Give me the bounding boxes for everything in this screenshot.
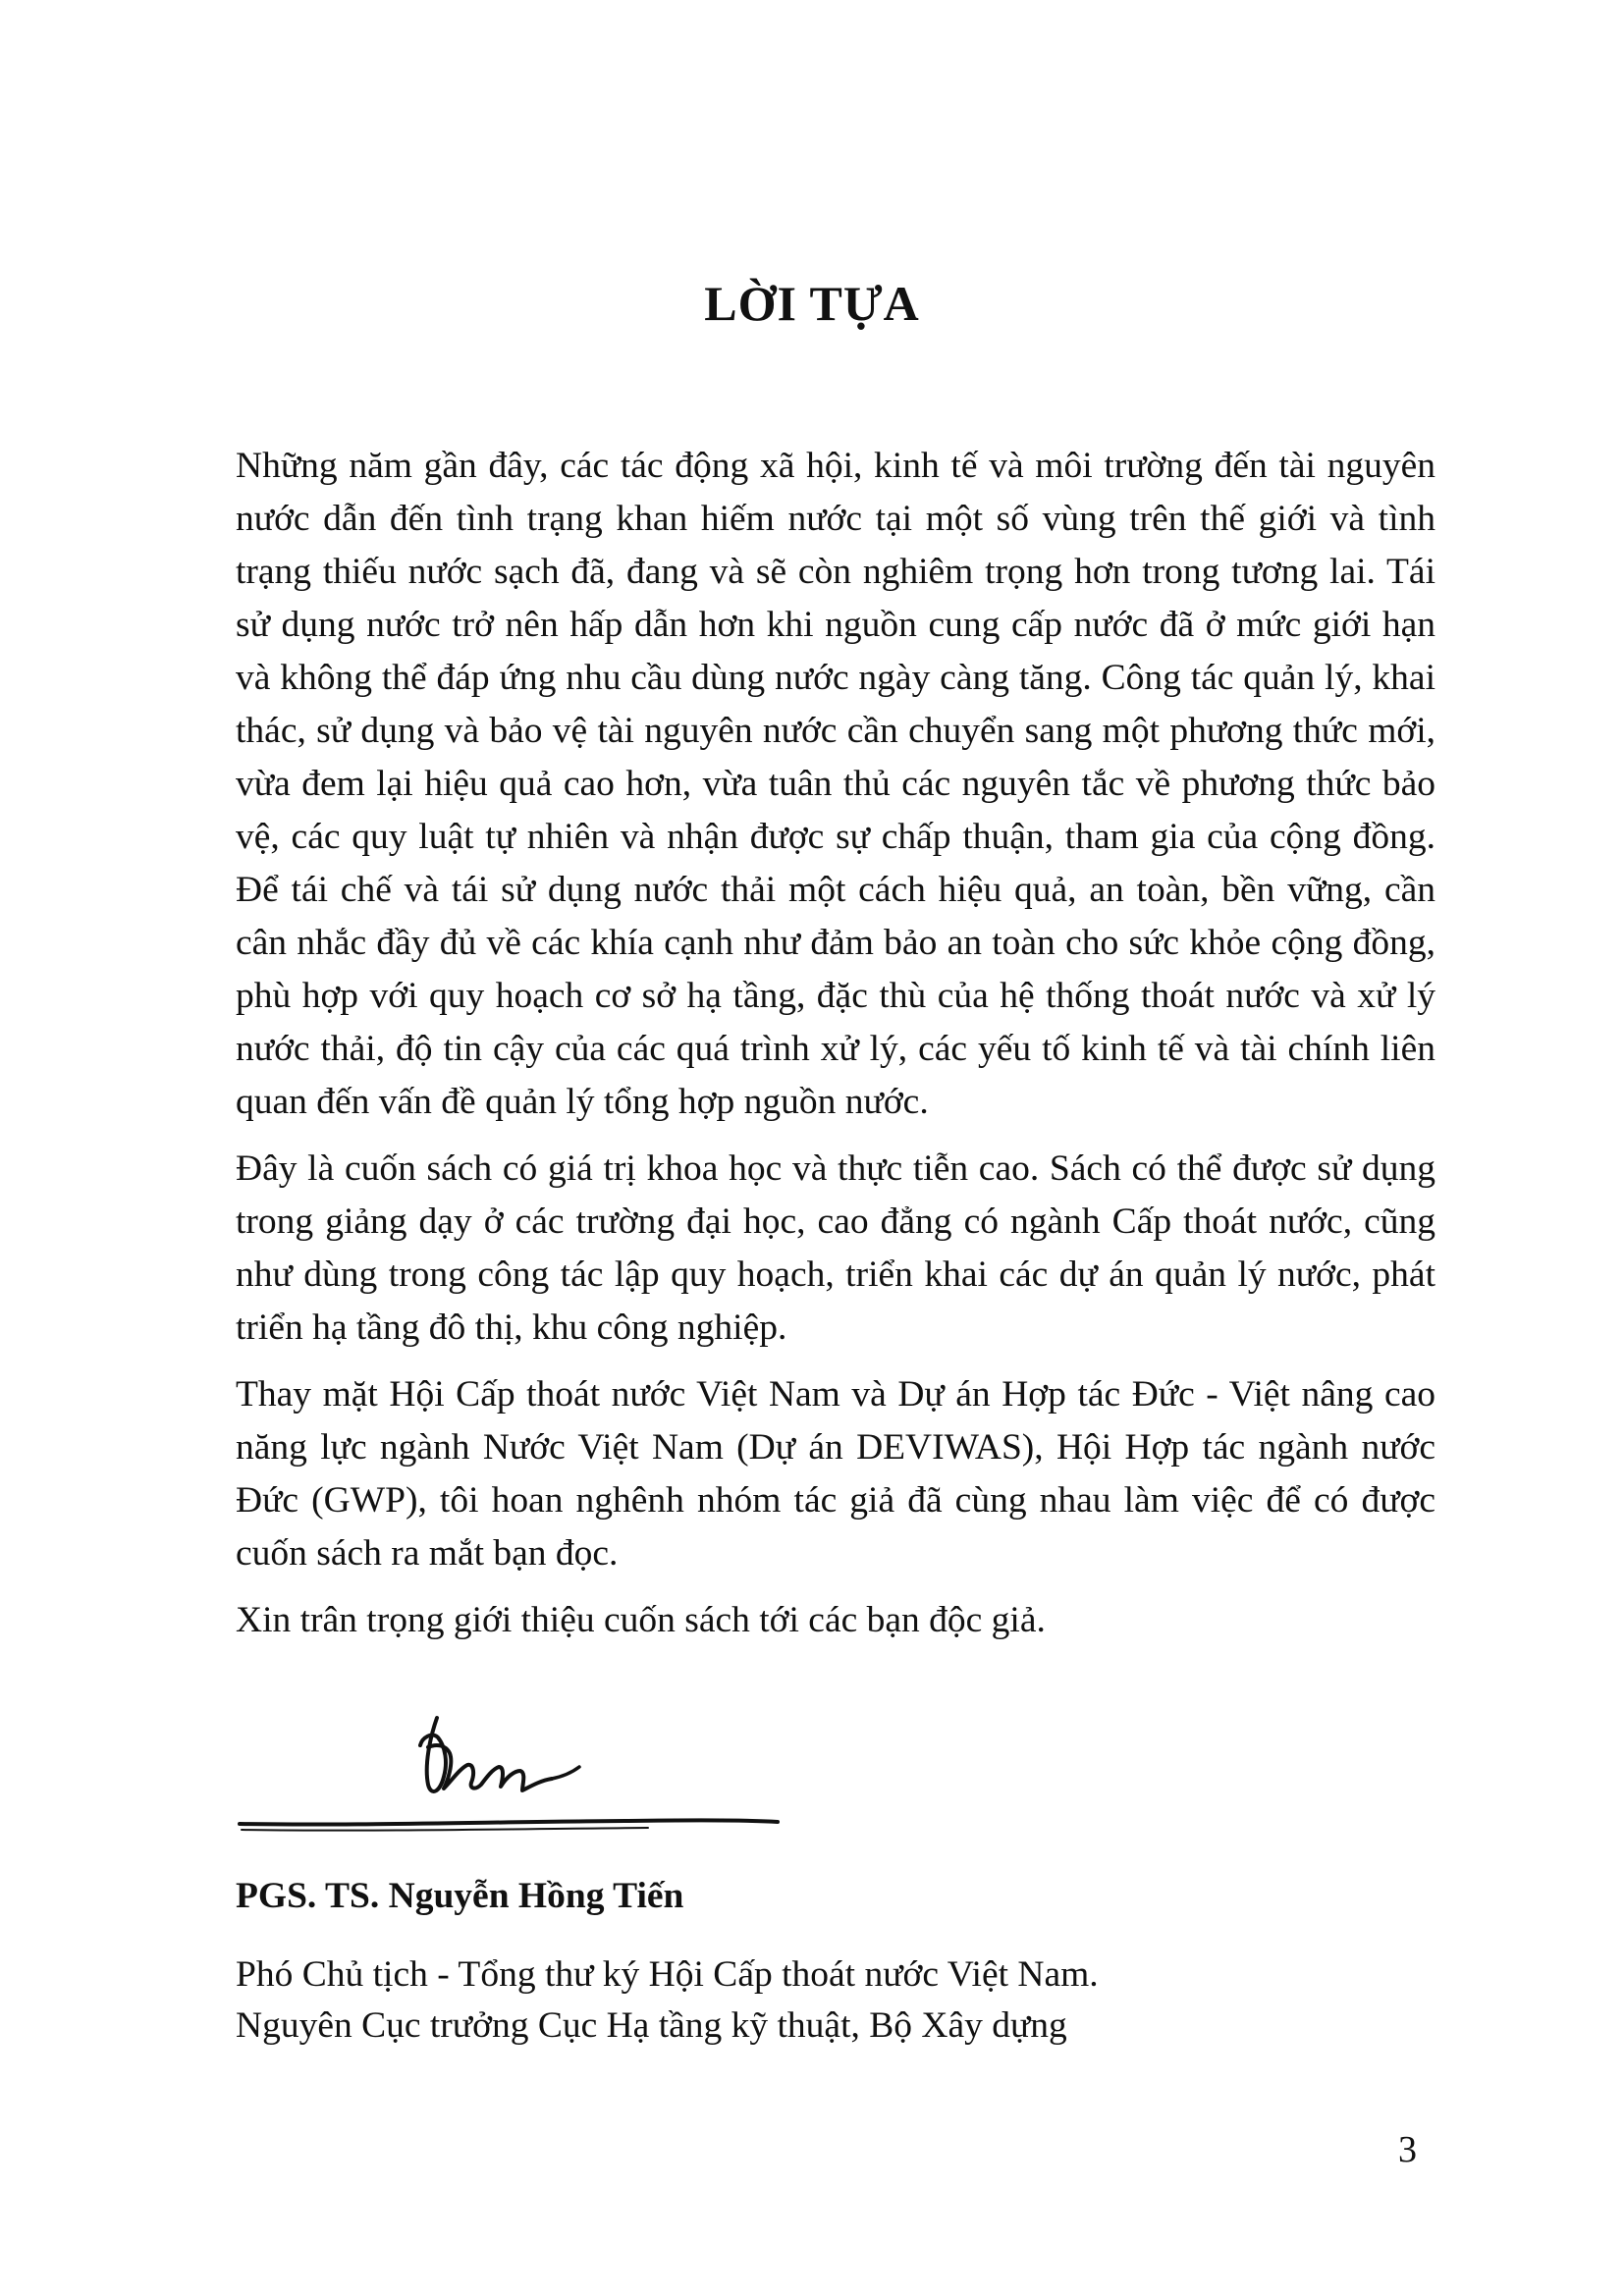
preface-body [236,440,1435,1661]
author-role [236,1949,1099,2052]
page-number: 3 [1398,2129,1417,2170]
author-role-line-1: Phó Chủ tịch - Tổng thư ký Hội Cấp thoát nước Việt Nam. [236,1954,1099,1995]
paragraph-4: Xin trân trọng giới thiệu cuốn sách tới các bạn độc giả. [236,1600,1046,1640]
paragraph-2: Đây là cuốn sách có giá trị khoa học và thực tiễn cao. Sách có thể được sử dụng trong giảng dạy ở các trường đại học, cao đẳng có ngành Cấp thoát nước, cũng như dùng trong công tác lập quy hoạch, triển khai các dự án quản lý nước, phát triển hạ tầng đô thị, khu công nghiệp. [236,1148,1435,1348]
paragraph-1: Những năm gần đây, các tác động xã hội, kinh tế và môi trường đến tài nguyên nước dẫn đến tình trạng khan hiếm nước tại một số vùng trên thế giới và tình trạng thiếu nước sạch đã, đang và sẽ còn nghiêm trọng hơn trong tương lai. Tái sử dụng nước trở nên hấp dẫn hơn khi nguồn cung cấp nước đã ở mức giới hạn và không thể đáp ứng nhu cầu dùng nước ngày càng tăng. Công tác quản lý, khai thác, sử dụng và bảo vệ tài nguyên nước cần chuyển sang một phương thức mới, vừa đem lại hiệu quả cao hơn, vừa tuân thủ các nguyên tắc về phương thức bảo vệ, các quy luật tự nhiên và nhận được sự chấp thuận, tham gia của cộng đồng. Để tái chế và tái sử dụng nước thải một cách hiệu quả, an toàn, bền vững, cần cân nhắc đầy đủ về các khía cạnh như đảm bảo an toàn cho sức khỏe cộng đồng, phù hợp với quy hoạch cơ sở hạ tầng, đặc thù của hệ thống thoát nước và xử lý nước thải, độ tin cậy của các quá trình xử lý, các yếu tố kinh tế và tài chính liên quan đến vấn đề quản lý tổng hợp nguồn nước. [236,446,1435,1122]
author-role-line-2: Nguyên Cục trưởng Cục Hạ tầng kỹ thuật, Bộ Xây dựng [236,2005,1067,2046]
signature-icon [236,1708,785,1845]
page-title: LỜI TỰA [704,276,920,331]
paragraph-3: Thay mặt Hội Cấp thoát nước Việt Nam và Dự án Hợp tác Đức - Việt nâng cao năng lực ngành Nước Việt Nam (Dự án DEVIWAS), Hội Hợp tác ngành nước Đức (GWP), tôi hoan nghênh nhóm tác giả đã cùng nhau làm việc để có được cuốn sách ra mắt bạn đọc. [236,1374,1435,1574]
author-name: PGS. TS. Nguyễn Hồng Tiến [236,1876,684,1916]
signature-block [236,1708,1119,1845]
